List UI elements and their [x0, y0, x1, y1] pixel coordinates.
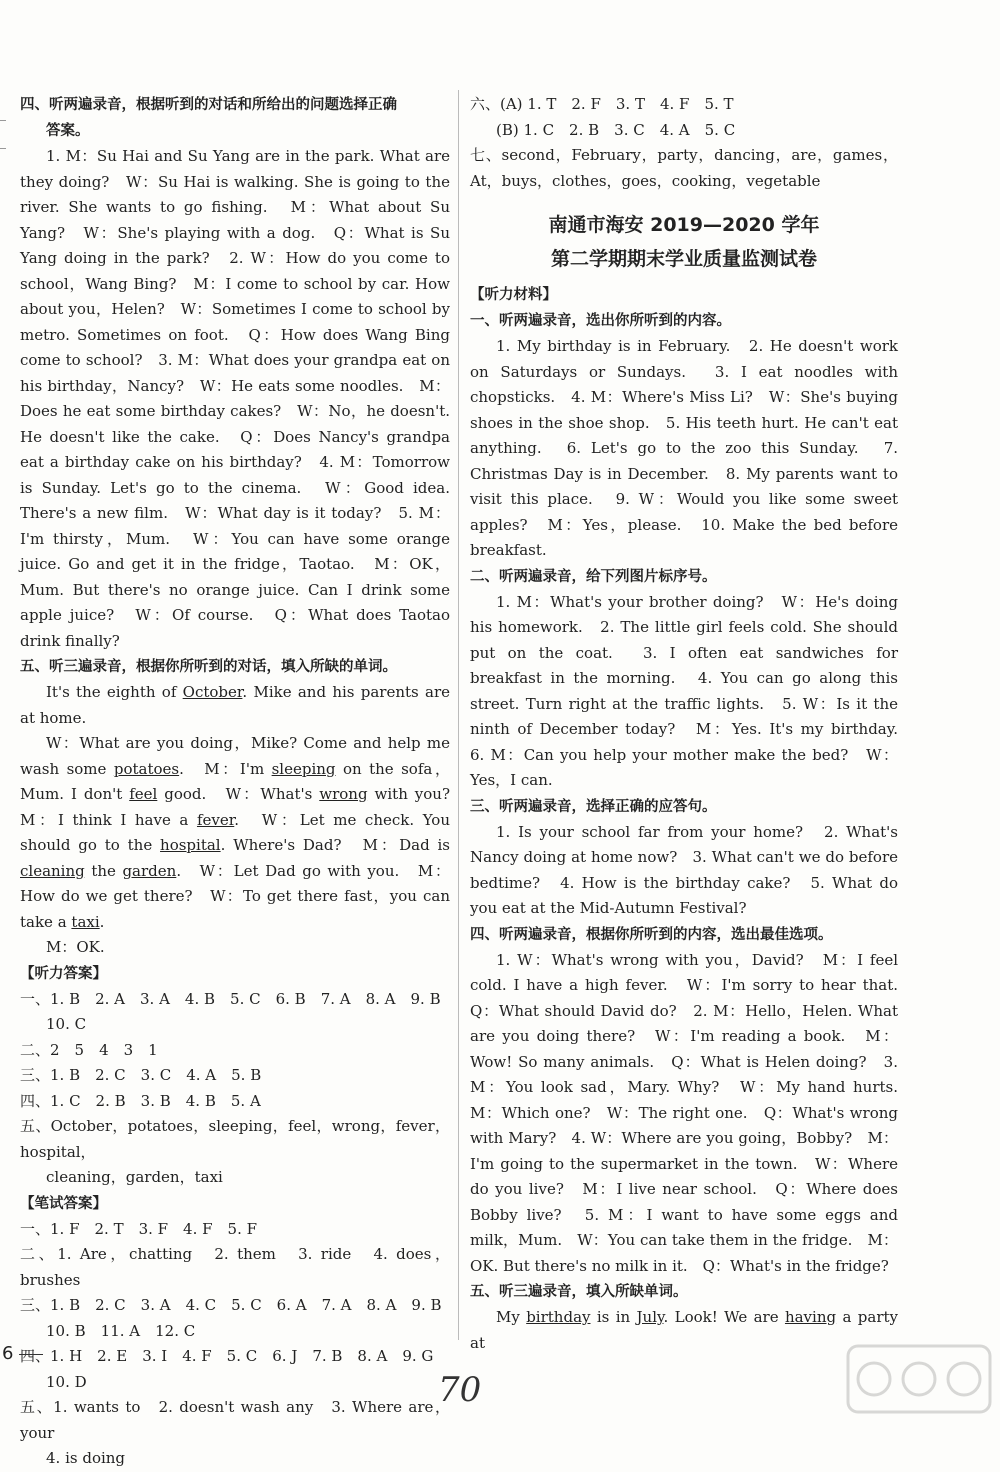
answer-line: 六、(A) 1. T 2. F 3. T 4. F 5. T	[470, 95, 734, 113]
answer-line: 一、1. F 2. T 3. F 4. F 5. F	[20, 1219, 258, 1238]
filled-word: July	[636, 1308, 664, 1326]
handwritten-mark: 70	[438, 1370, 482, 1410]
section-heading: 四、听两遍录音，根据听到的对话和所给出的问题选择正确	[20, 97, 397, 113]
section-heading: 二、听两遍录音，给下列图片标序号。	[470, 568, 717, 585]
section-heading: 三、听两遍录音，选择正确的应答句。	[470, 798, 717, 815]
section-heading: 四、听两遍录音，根据你所听到的内容，选出最佳选项。	[470, 926, 833, 943]
answer-line: 三、1. B 2. C 3. A 4. C 5. C 6. A 7. A 8. A 9. B	[20, 1296, 442, 1314]
section-heading: 一、听两遍录音，选出你所听到的内容。	[470, 313, 731, 329]
watermark-logo	[844, 1342, 994, 1416]
margin-tick	[0, 120, 6, 121]
exam-title: 南通市海安 2019—2020 学年	[548, 214, 820, 236]
filled-word: birthday	[526, 1308, 591, 1326]
answer-line: 四、1. C 2. B 3. B 4. B 5. A	[20, 1091, 261, 1110]
margin-tick	[0, 148, 6, 149]
exam-subtitle: 第二学期期末学业质量监测试卷	[550, 248, 817, 270]
answer-line: 二、1. Are，chatting 2. them 3. ride 4. does，brushes	[20, 1245, 450, 1289]
column-divider	[458, 90, 459, 1340]
answer-line: cleaning，garden，taxi	[46, 1168, 223, 1186]
filled-word: October	[182, 683, 243, 701]
answer-line: (B) 1. C 2. B 3. C 4. A 5. C	[496, 120, 736, 139]
filled-word: cleaning	[20, 861, 85, 880]
right-column	[470, 92, 914, 1356]
filled-word: sleeping	[271, 759, 336, 778]
answer-line: 10. C	[46, 1015, 87, 1033]
written-answers-label: 【笔试答案】	[20, 1195, 107, 1212]
answer-line: 四、1. H 2. E 3. I 4. F 5. C 6. J 7. B 8. A 9. G	[20, 1347, 434, 1365]
answer-line: 4. is doing	[46, 1449, 126, 1467]
answer-line: 10. B 11. A 12. C	[46, 1321, 196, 1340]
filled-word: having	[784, 1308, 837, 1326]
dialogue-text: 1. M：Su Hai and Su Yang are in the park. What are they doing? W：Su Hai is walking. She is going to the river. She wants to go fishing. M：What about Su Yang? W：She's playing with a dog. Q：What is Su Yang doing in the park? 2. W：How do you come to school，Wang Bing? M：I come to school by car. How about you，Helen? W：Sometimes I come to school by metro. Sometimes on foot. Q：How does Wang Bing come to school? 3. M：What does your grandpa eat on his birthday，Nancy? W：He eats some noodles. M：Does he eat some birthday cakes? W：No，he doesn't. He doesn't like the cake. Q：Does Nancy's grandpa eat a birthday cake on his birthday? 4. M：Tomorrow is Sunday. Let's go to the cinema. W：Good idea. There's a new film. W：What day is it today? 5. M：I'm thirsty，Mum. W：You can have some orange juice. Go and get it in the fridge，Taotao. M：OK，Mum. But there's no orange juice. Can I drink some apple juice? W：Of course. Q：What does Taotao drink finally?	[20, 147, 450, 650]
answer-line: 三、1. B 2. C 3. C 4. A 5. B	[20, 1066, 262, 1084]
passage-paragraph: It's the eighth of October. Mike and his parents are at home.	[20, 683, 451, 727]
filled-word: taxi	[71, 912, 100, 931]
filled-word: hospital	[160, 836, 221, 854]
answer-line: 七、second，February，party，dancing，are，games，At，buys，clothes，goes，cooking，vegetable	[470, 146, 898, 190]
script-text: 1. My birthday is in February. 2. He doesn't work on Saturdays or Sundays. 3. I eat noodles with chopsticks. 4. M：Where's Miss Li? W：She's buying shoes in the shoe shop. 5. His teeth hurt. He can't eat anything. 6. Let's go to the zoo this Sunday. 7. Christmas Day is in December. 8. My parents want to visit this place. 9. W：Would you like some sweet apples? M：Yes，please. 10. Make the bed before breakfast.	[470, 337, 898, 559]
script-text: 1. Is your school far from your home? 2. What's Nancy doing at home now? 3. What can't we do before bedtime? 4. How is the birthday cake? 5. What do you eat at the Mid-Autumn Festival?	[470, 822, 898, 917]
filled-word: fever	[196, 810, 235, 829]
section-heading: 五、听三遍录音，填入所缺单词。	[470, 1284, 688, 1300]
page-number: 6	[2, 1343, 43, 1364]
passage-paragraph: W：What are you doing，Mike? Come and help me wash some potatoes. M：I'm sleeping on the sofa，Mum. I don't feel good. W：What's wrong with you? M：I think I have a fever. W：Let me check. You should go to the hospital. Where's Dad? M：Dad is cleaning the garden. W：Let Dad go with you. M：How do we get there? W：To get there fast，you can take a taxi.	[20, 734, 466, 931]
filled-word: wrong	[319, 785, 368, 803]
filled-word: feel	[129, 785, 158, 803]
section-heading: 五、听三遍录音，根据你所听到的对话，填入所缺的单词。	[20, 659, 397, 675]
listening-answers-label: 【听力答案】	[20, 965, 107, 982]
answer-line: 一、1. B 2. A 3. A 4. B 5. C 6. B 7. A 8. A 9. B	[20, 989, 441, 1008]
script-text: 1. W：What's wrong with you，David? M：I feel cold. I have a high fever. W：I'm sorry to hear that. Q：What should David do? 2. M：Hello，Helen. What are you doing there? W：I'm reading a book. M：Wow! So many animals. Q：What is Helen doing? 3. M：You look sad，Mary. Why? W：My hand hurts. M：Which one? W：The right one. Q：What's wrong with Mary? 4. W：Where are you going，Bobby? M：I'm going to the supermarket in the town. W：Where do you live? M：I live near school. Q：Where does Bobby live? 5. M：I want to have some eggs and milk，Mum. W：You can take them in the fridge. M：OK. But there's no milk in it. Q：What's in the fridge?	[470, 950, 914, 1275]
answer-line: 五、1. wants to 2. doesn't wash any 3. Where are，your	[20, 1398, 450, 1442]
answer-line: 二、2 5 4 3 1	[20, 1040, 158, 1059]
filled-word: potatoes	[113, 759, 180, 778]
filled-word: garden	[122, 861, 177, 880]
answer-line: 五、October，potatoes，sleeping，feel，wrong，fever，hospital，	[20, 1117, 450, 1161]
script-text: 1. M：What's your brother doing? W：He's doing his homework. 2. The little girl feels cold. She should put on the coat. 3. I often eat sandwiches for breakfast in the morning. 4. You can go along this street. Turn right at the traffic lights. 5. W：Is it the ninth of December today? M：Yes. It's my birthday. 6. M：Can you help your mother make the bed? W：Yes，I can.	[470, 592, 914, 789]
section-heading-cont: 答案。	[46, 123, 90, 139]
passage-paragraph: M：OK.	[46, 938, 105, 956]
answer-line: 10. D	[46, 1372, 87, 1391]
passage-paragraph: My birthday is in July. Look! We are having a party at	[470, 1308, 898, 1352]
listening-material-label: 【听力材料】	[470, 287, 557, 303]
